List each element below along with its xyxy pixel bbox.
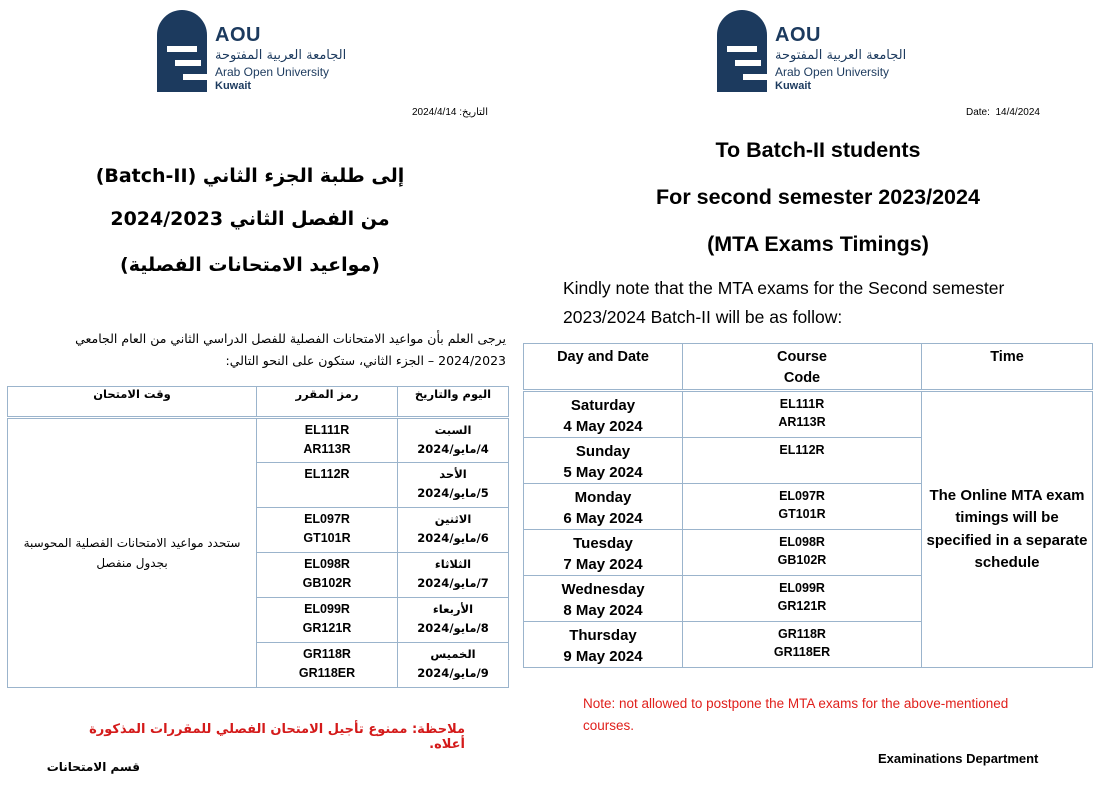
- ar-code: EL112R: [304, 467, 350, 481]
- en-code: EL099R: [779, 581, 825, 595]
- logo-name-en: Arab Open University: [215, 65, 330, 79]
- ar-header-day: اليوم والتاريخ: [398, 387, 509, 418]
- ar-date: 6/مايو/2024: [417, 531, 489, 545]
- en-code: AR113R: [778, 415, 826, 429]
- en-day: Wednesday: [561, 581, 645, 598]
- aou-logo-english: [717, 10, 917, 100]
- ar-intro: يرجى العلم بأن مواعيد الامتحانات الفصلية للفصل الدراسي الثاني من العام الجامعي 2024/2023 – الجزء الثاني، ستكون على النحو التالي:: [75, 331, 506, 368]
- en-code: GB102R: [777, 553, 827, 567]
- ar-date: 5/مايو/2024: [417, 486, 489, 500]
- ar-day: الأحد: [439, 467, 467, 481]
- ar-title-line-1: إلى طلبة الجزء الثاني (Batch-II): [95, 165, 405, 187]
- ar-date-label: التاريخ:: [459, 107, 488, 118]
- en-note: [583, 693, 1073, 737]
- logo-branch: Kuwait: [215, 80, 252, 92]
- en-date: 4 May 2024: [563, 418, 643, 435]
- en-date: [966, 107, 1040, 118]
- ar-department: قسم الامتحانات: [46, 760, 140, 774]
- ar-day: الاثنين: [434, 512, 472, 526]
- table-row: [524, 391, 1093, 438]
- en-header-course-line2: Code: [783, 370, 821, 386]
- logo-abbr: AOU: [215, 24, 261, 46]
- en-code: EL112R: [779, 443, 825, 457]
- en-exam-table: [523, 343, 1093, 668]
- ar-time-note: ستحدد مواعيد الامتحانات الفصلية المحوسبة بجدول منفصل: [23, 536, 241, 570]
- ar-day: الخميس: [430, 647, 476, 661]
- en-header-course-line1: Course: [777, 349, 827, 365]
- aou-logo-arabic: [157, 10, 357, 100]
- ar-date: 4/مايو/2024: [417, 442, 489, 456]
- en-header-time: Time: [922, 344, 1093, 391]
- logo-name-ar: الجامعة العربية المفتوحة: [215, 48, 347, 63]
- en-date: 6 May 2024: [563, 510, 643, 527]
- table-row: [8, 418, 509, 463]
- en-day: Monday: [574, 489, 632, 506]
- aou-logo-mark-icon: [157, 10, 207, 92]
- ar-header-code: رمز المقرر: [257, 387, 398, 418]
- ar-code: GR118ER: [298, 666, 356, 680]
- ar-exam-table: [7, 386, 509, 688]
- ar-note: ملاحظة: ممنوع تأجيل الامتحان الفصلي للمقررات المذكورة أعلاه.: [89, 722, 465, 752]
- ar-code: EL098R: [304, 557, 350, 571]
- en-title-line-3: (MTA Exams Timings): [707, 232, 929, 256]
- en-intro-line-1: Kindly note that the MTA exams for the Second semester: [563, 278, 1005, 298]
- en-code: EL111R: [779, 397, 825, 411]
- en-note-line-1: Note: not allowed to postpone the MTA exams for the above-mentioned: [583, 696, 1009, 711]
- en-department: Examinations Department: [878, 751, 1039, 766]
- ar-title-line-2: من الفصل الثاني 2024/2023: [110, 208, 390, 230]
- ar-code: GR121R: [302, 621, 352, 635]
- en-time-note: The Online MTA exam timings will be specified in a separate schedule: [926, 486, 1088, 571]
- en-code: GR118R: [778, 627, 826, 641]
- ar-date: 9/مايو/2024: [417, 666, 489, 680]
- en-intro-line-2: 2023/2024 Batch-II will be as follow:: [563, 307, 843, 327]
- en-code: EL097R: [779, 489, 825, 503]
- en-day: Tuesday: [573, 535, 633, 552]
- en-title-line-2: For second semester 2023/2024: [656, 185, 980, 209]
- ar-code: AR113R: [303, 442, 351, 456]
- ar-date: [398, 107, 488, 118]
- en-day: Saturday: [570, 397, 636, 414]
- ar-header-time: وقت الامتحان: [8, 387, 257, 418]
- en-code: GT101R: [778, 507, 826, 521]
- ar-date-value: 2024/4/14: [411, 107, 457, 118]
- en-header-course: [683, 344, 922, 391]
- ar-code: GT101R: [303, 531, 351, 545]
- en-date: 9 May 2024: [563, 648, 643, 665]
- en-title-line-1: To Batch-II students: [715, 138, 921, 162]
- logo-branch: Kuwait: [775, 80, 812, 92]
- ar-day: الثلاثاء: [434, 557, 472, 571]
- en-date-value: 14/4/2024: [995, 107, 1040, 118]
- ar-code: EL099R: [304, 602, 350, 616]
- en-code: GR118ER: [773, 645, 831, 659]
- logo-name-en: Arab Open University: [775, 65, 890, 79]
- en-day: Thursday: [569, 627, 637, 644]
- logo-abbr: AOU: [775, 24, 821, 46]
- ar-day: السبت: [434, 423, 472, 437]
- en-code: GR121R: [777, 599, 827, 613]
- en-date-label: Date:: [966, 107, 990, 118]
- en-day: Sunday: [575, 443, 631, 460]
- ar-code: GR118R: [303, 647, 351, 661]
- ar-code: GB102R: [302, 576, 352, 590]
- ar-date: 8/مايو/2024: [417, 621, 489, 635]
- ar-code: EL097R: [304, 512, 350, 526]
- aou-logo-mark-icon: [717, 10, 767, 92]
- logo-name-ar: الجامعة العربية المفتوحة: [775, 48, 907, 63]
- ar-title-line-3: (مواعيد الامتحانات الفصلية): [120, 254, 380, 276]
- ar-day: الأربعاء: [432, 602, 474, 616]
- en-note-line-2: courses.: [583, 718, 635, 733]
- en-code: EL098R: [779, 535, 825, 549]
- en-date: 7 May 2024: [563, 556, 643, 573]
- ar-code: EL111R: [304, 423, 350, 437]
- en-date: 8 May 2024: [563, 602, 643, 619]
- en-header-day: Day and Date: [524, 344, 683, 391]
- en-date: 5 May 2024: [563, 464, 643, 481]
- ar-date: 7/مايو/2024: [417, 576, 489, 590]
